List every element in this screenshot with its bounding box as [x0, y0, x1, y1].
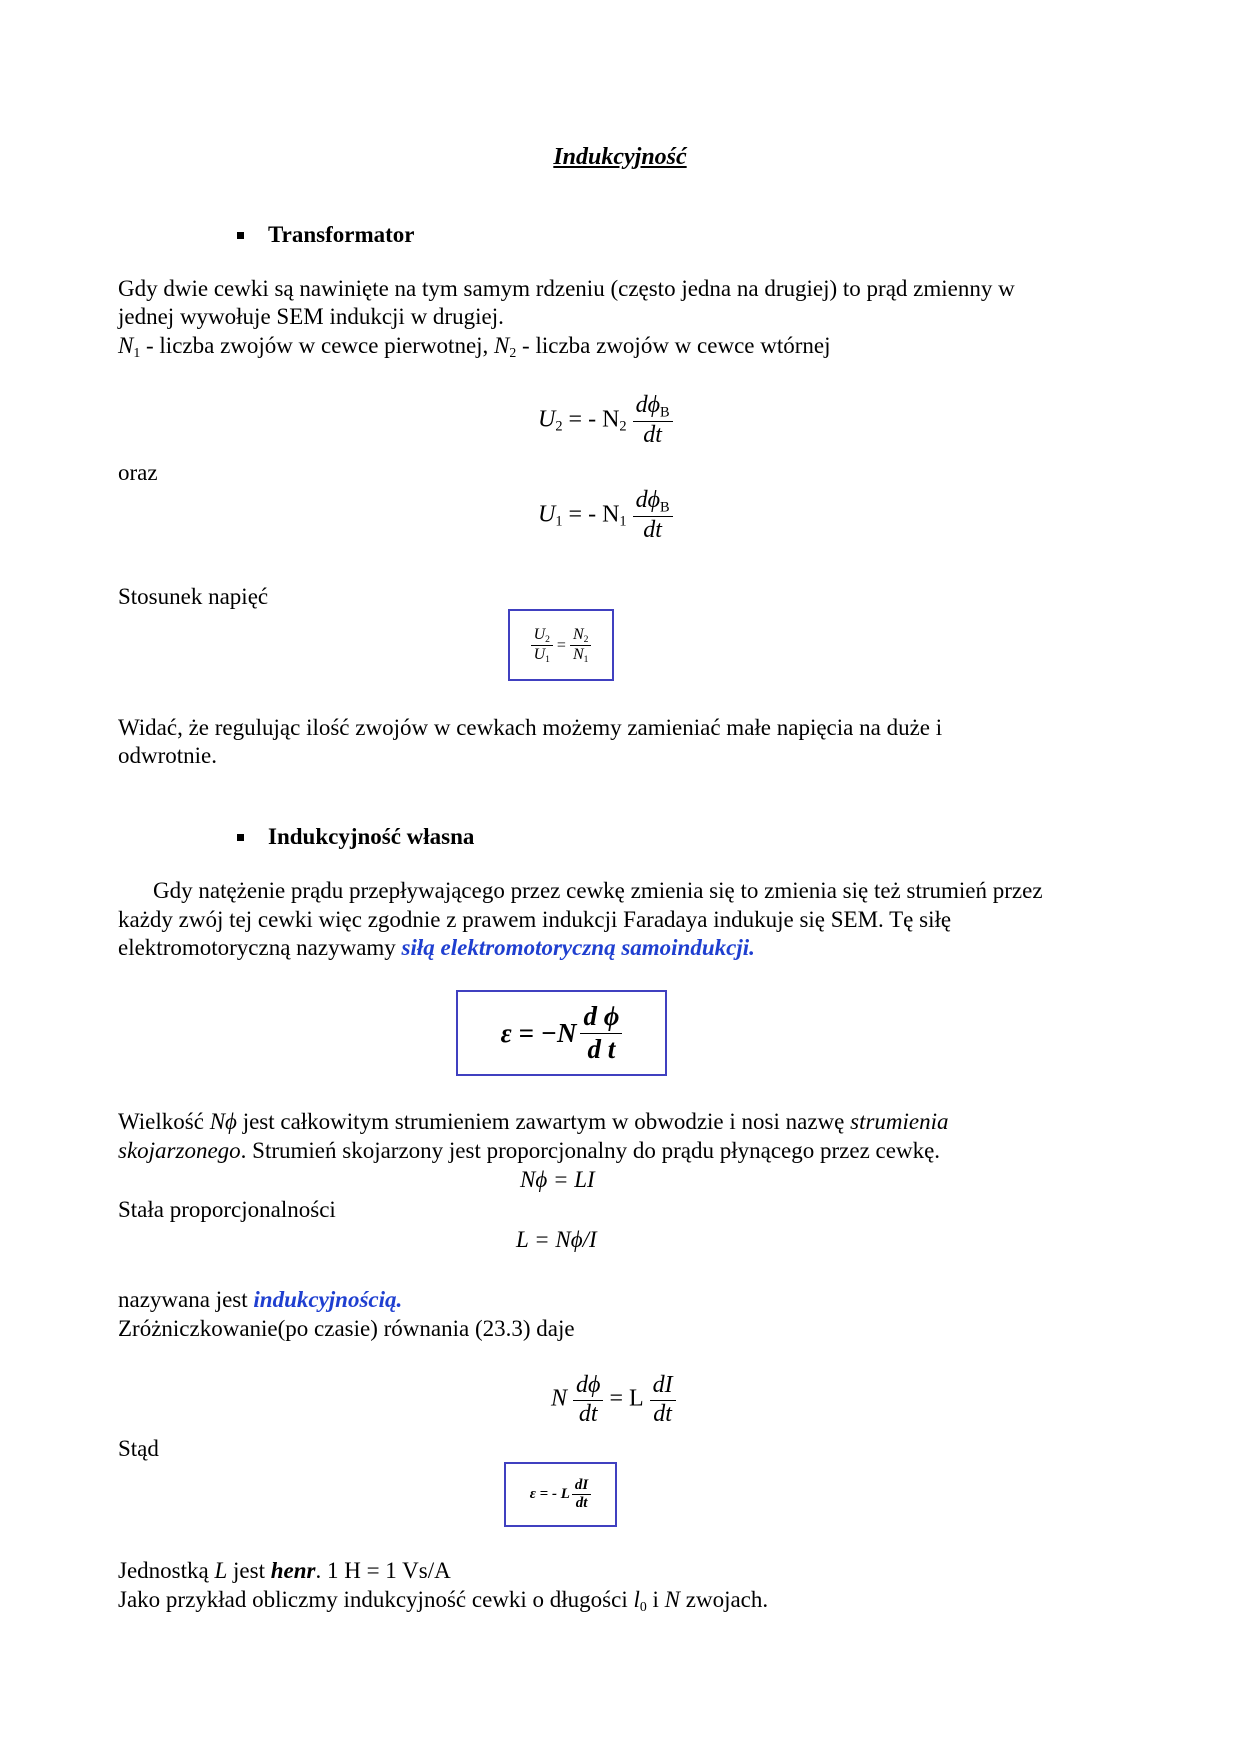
symbol: N: [551, 1385, 568, 1412]
equation-u1: [538, 487, 673, 544]
term-italic: skojarzonego: [118, 1138, 241, 1163]
fraction: [570, 626, 591, 665]
subscript: 2: [619, 418, 627, 435]
text-fragment: . 1 H = 1 Vs/A: [315, 1558, 451, 1583]
paragraph-line: każdy zwój tej cewki więc zgodnie z prawem indukcji Faradaya indukuje się SEM. Tę siłę: [118, 907, 952, 932]
denominator: dt: [578, 1400, 598, 1427]
text-fragment: = L: [603, 1385, 644, 1412]
denominator: dt: [643, 421, 662, 448]
paragraph-line: [118, 1136, 940, 1165]
paragraph-line: odwrotnie.: [118, 743, 218, 768]
symbol: U: [533, 645, 546, 663]
page-title: Indukcyjność: [553, 144, 687, 170]
denominator: dt: [643, 516, 662, 543]
equation-self-emf-box: [504, 1462, 617, 1527]
subscript: 1: [583, 653, 589, 665]
subscript: 1: [545, 653, 550, 665]
paragraph-line: [118, 933, 755, 962]
equation-differentiated: [551, 1372, 676, 1428]
section-heading-transformator: Transformator: [268, 222, 415, 247]
numerator: dI: [572, 1477, 591, 1495]
subscript: 2: [545, 633, 550, 645]
subscript: 1: [133, 345, 141, 361]
paragraph-line: [118, 1585, 768, 1621]
symbol: l: [633, 1587, 640, 1612]
equation-l-definition: L = Nϕ/I: [516, 1227, 597, 1252]
symbol: N: [572, 645, 584, 663]
equals-sign: =: [556, 636, 566, 654]
paragraph-line: [118, 331, 831, 367]
text-fragment: elektromotoryczną nazywamy: [118, 935, 402, 960]
text-fragment: = - N: [562, 406, 620, 433]
subscript: 1: [555, 513, 563, 530]
paragraph-line: jednej wywołuje SEM indukcji w drugiej.: [118, 304, 504, 329]
subscript: B: [660, 404, 670, 421]
text-fragment: - liczba zwojów w cewce wtórnej: [516, 333, 831, 358]
text-fragment: zwojach.: [680, 1587, 769, 1612]
term-highlight: indukcyjnością.: [253, 1287, 403, 1312]
fraction: [531, 626, 553, 665]
paragraph-line: Stosunek napięć: [118, 584, 269, 609]
term-italic: strumienia: [850, 1109, 949, 1134]
subscript: 2: [509, 345, 517, 361]
paragraph-line: [118, 1285, 402, 1314]
symbol: N: [572, 625, 584, 643]
paragraph-line: Widać, że regulując ilość zwojów w cewkach możemy zamieniać małe napięcia na duże i: [118, 715, 943, 740]
text-fragment: Jednostką: [118, 1558, 215, 1583]
bullet-icon: [237, 834, 244, 841]
subscript: 2: [555, 418, 563, 435]
symbol: U: [538, 501, 556, 528]
denominator: dt: [653, 1400, 672, 1427]
text-fragment: . Strumień skojarzony jest proporcjonalny do prądu płynącego przez cewkę.: [240, 1138, 941, 1163]
term-italic: henr: [270, 1558, 316, 1583]
paragraph-line: [118, 1107, 949, 1136]
text-fragment: Wielkość: [118, 1109, 210, 1134]
paragraph-line: Stała proporcjonalności: [118, 1197, 336, 1222]
fraction: [633, 487, 673, 544]
subscript: 0: [639, 1599, 647, 1615]
symbol: L: [214, 1558, 228, 1583]
term-highlight: siłą elektromotoryczną samoindukcji.: [401, 935, 755, 960]
equation-ratio-box: [508, 609, 614, 681]
numerator: dϕ: [635, 487, 661, 513]
subscript: 1: [619, 513, 627, 530]
fraction: [580, 1001, 622, 1064]
fraction: [650, 1372, 676, 1428]
denominator: dt: [575, 1495, 588, 1511]
equation-lhs: ε = −N: [500, 1017, 577, 1048]
paragraph-line: oraz: [118, 460, 158, 485]
denominator: d t: [587, 1033, 616, 1064]
equation-nphi-li: Nϕ = LI: [520, 1167, 595, 1192]
paragraph-line: Stąd: [118, 1436, 159, 1461]
symbol: U: [533, 625, 546, 643]
symbol: N: [664, 1587, 680, 1612]
text-fragment: = - N: [562, 501, 620, 528]
symbol: N: [494, 333, 510, 358]
symbol: N: [118, 333, 134, 358]
paragraph-line: Gdy dwie cewki są nawinięte na tym samym rdzeniu (często jedna na drugiej) to prąd zmienny w: [118, 276, 1015, 301]
equation-emf-box: [456, 990, 667, 1076]
numerator: dϕ: [573, 1372, 603, 1401]
bullet-icon: [237, 232, 244, 239]
paragraph-line: Zróżniczkowanie(po czasie) równania (23.3) daje: [118, 1316, 575, 1341]
paragraph-line: Gdy natężenie prądu przepływającego przez cewkę zmienia się to zmienia się też strumień przez: [153, 878, 1043, 903]
fraction: [572, 1477, 591, 1513]
symbol: Nϕ: [209, 1109, 237, 1134]
text-fragment: jest: [227, 1558, 271, 1583]
text-fragment: i: [646, 1587, 665, 1612]
paragraph-line: [118, 1556, 451, 1585]
text-fragment: Jako przykład obliczmy indukcyjność cewki o długości: [118, 1587, 634, 1612]
equation-u2: [538, 392, 673, 449]
numerator: dI: [650, 1372, 676, 1401]
numerator: dϕ: [635, 392, 661, 418]
subscript: 2: [583, 633, 589, 645]
symbol: U: [538, 406, 556, 433]
section-heading-indukcyjnosc-wlasna: Indukcyjność własna: [268, 824, 475, 849]
text-fragment: nazywana jest: [118, 1287, 254, 1312]
fraction: [573, 1372, 603, 1428]
text-fragment: jest całkowitym strumieniem zawartym w obwodzie i nosi nazwę: [236, 1109, 851, 1134]
equation-lhs: ε = - L: [529, 1486, 570, 1502]
fraction: [633, 392, 673, 449]
text-fragment: - liczba zwojów w cewce pierwotnej,: [140, 333, 495, 358]
subscript: B: [660, 499, 670, 516]
numerator: d ϕ: [580, 1001, 622, 1033]
